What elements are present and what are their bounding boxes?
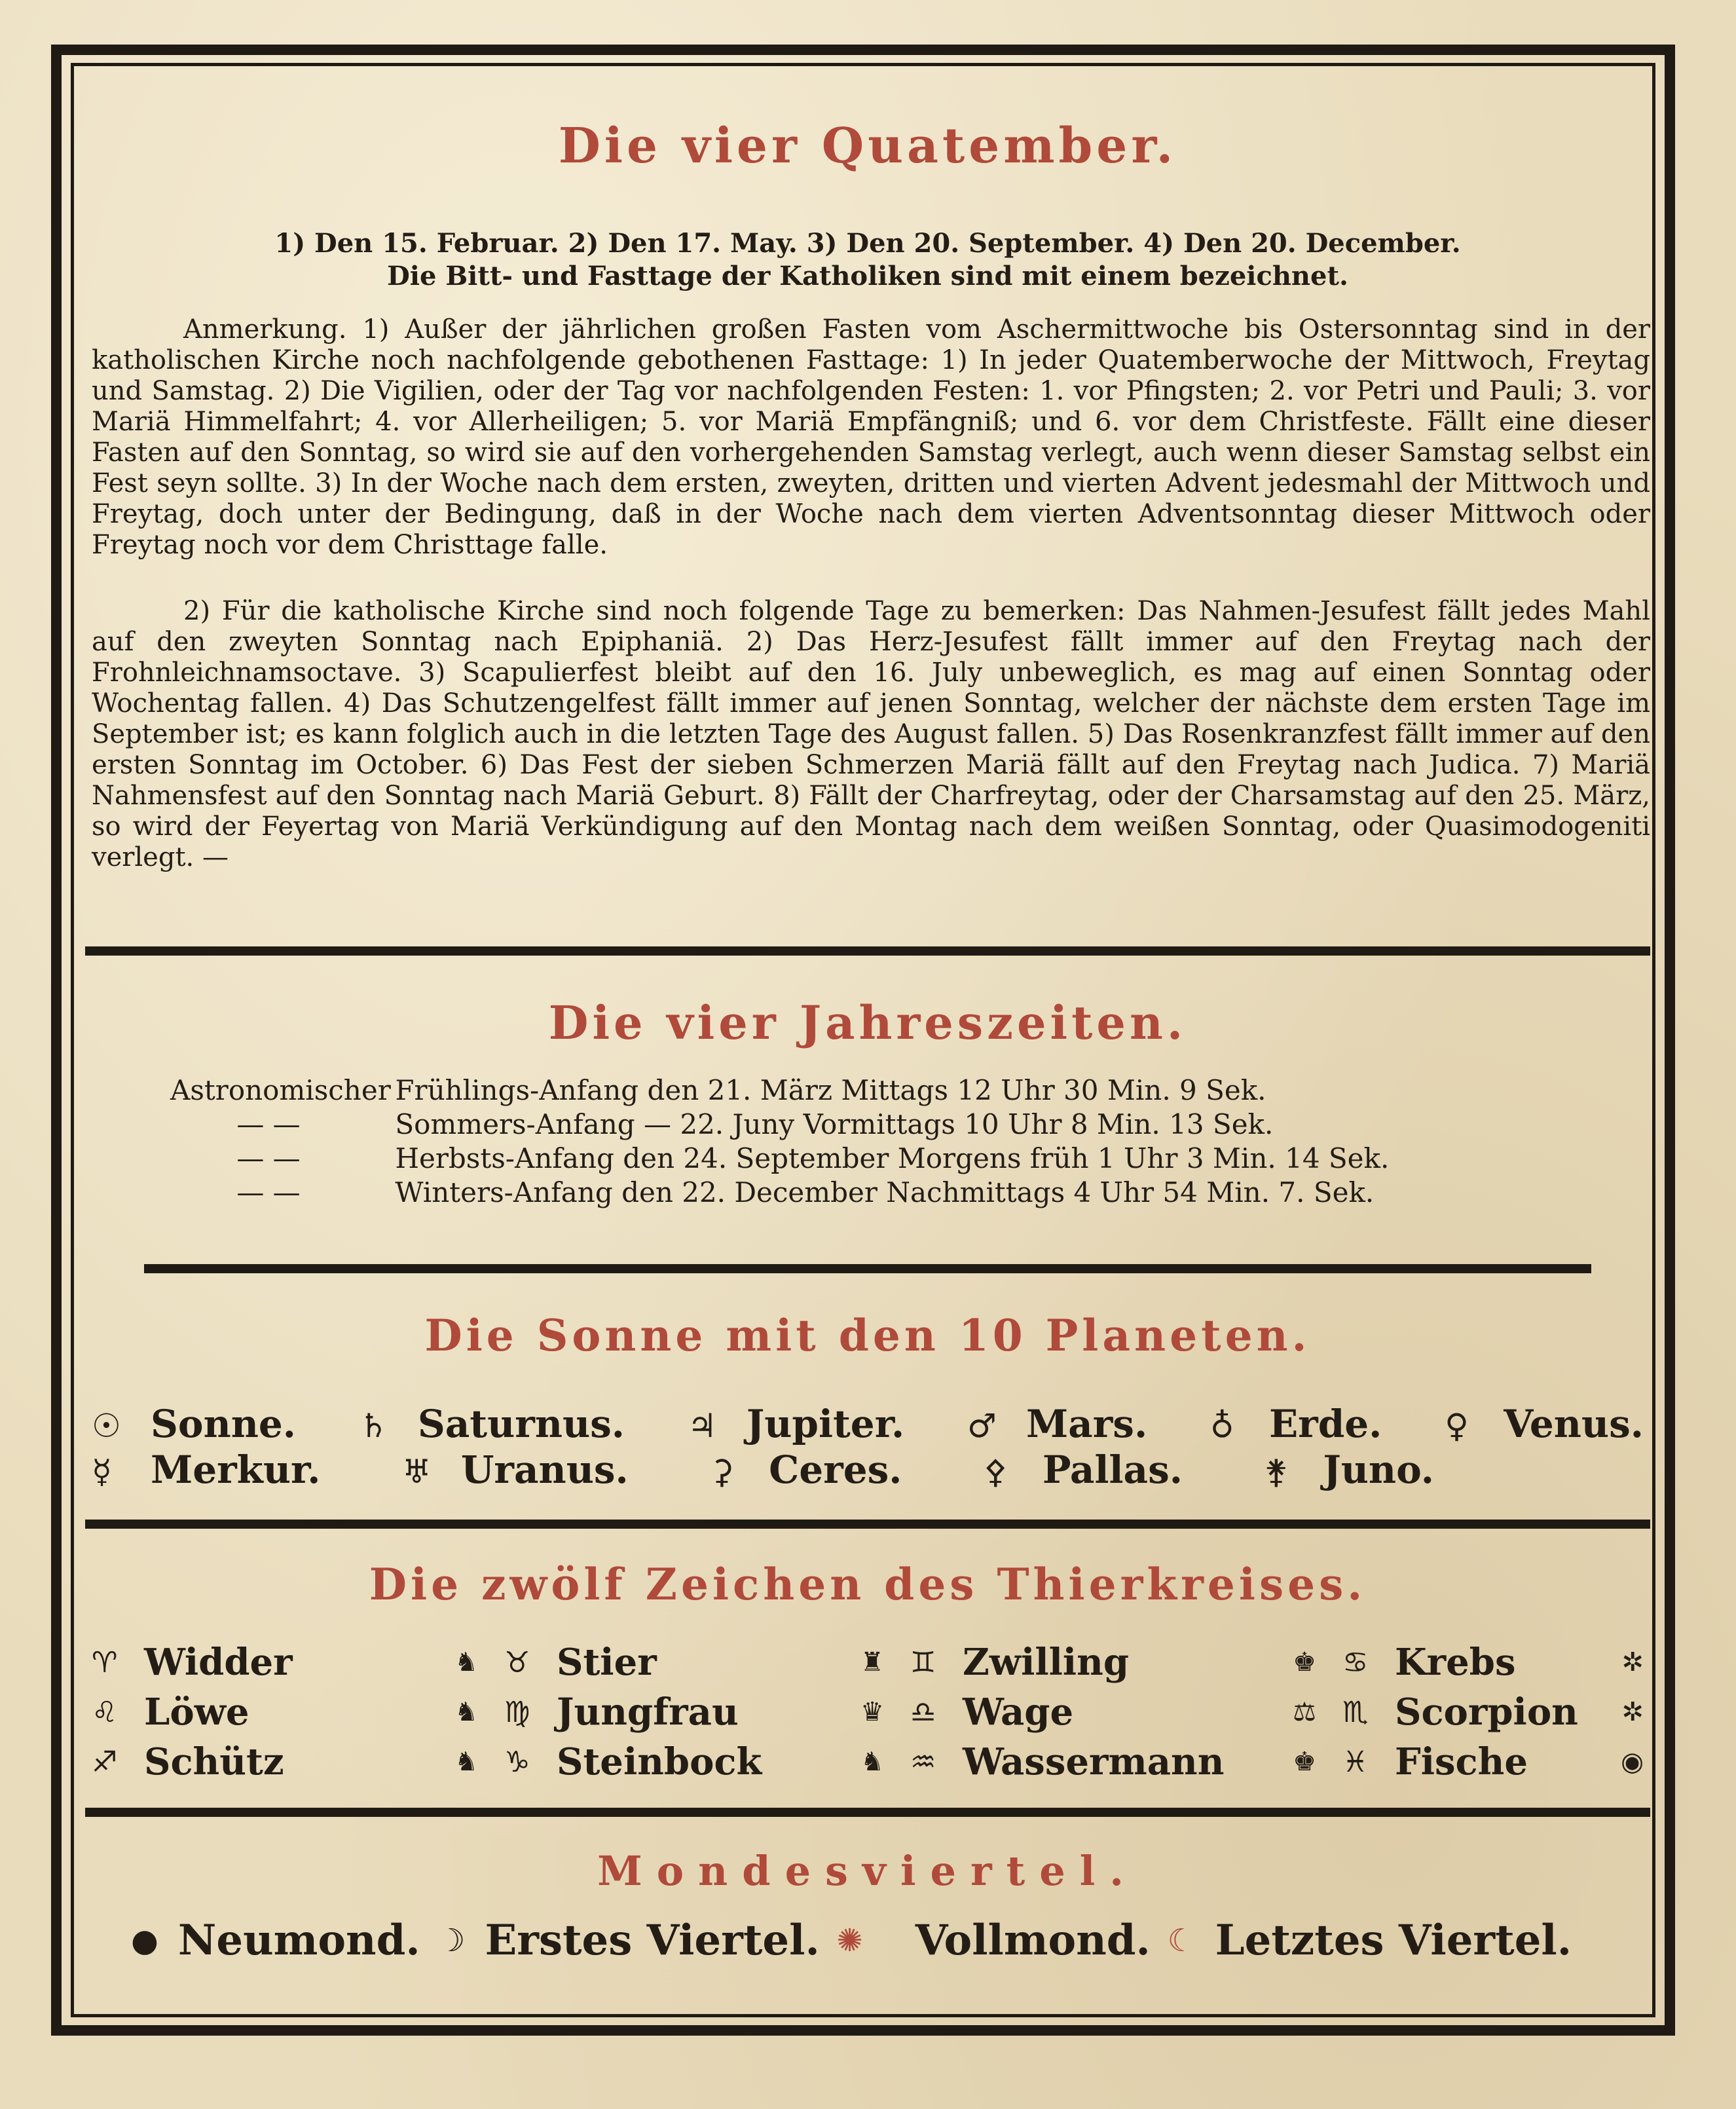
virgo-icon: ♍ [504, 1695, 530, 1729]
zodiac-grid [92, 1641, 1650, 1783]
zodiac-name: Jungfrau [557, 1690, 739, 1734]
mars-icon: ♂ [967, 1407, 997, 1445]
planet-venus [1445, 1402, 1644, 1446]
planet-juno [1264, 1447, 1434, 1492]
divider-1 [85, 946, 1650, 956]
anmerkung-paragraph-1: Anmerkung. 1) Außer der jährlichen großen Fasten vom Aschermittwoche bis Ostersonntag sind in der katholischen Kirche noch nachfolgende gebothenen Fasttage: 1) In jeder Quatemberwoche der Mittwoch, Freytag und Samstag. 2) Die Vigilien, oder der Tag vor nachfolgenden Festen: 1. vor Pfingsten; 2. vor Petri und Pauli; 3. vor Mariä Himmelfahrt; 4. vor Allerheiligen; 5. vor Mariä Empfängniß; und 6. vor dem Christfeste. Fällt eine dieser Fasten auf den Sonntag, so wird sie auf den vorhergehenden Samstag verlegt, auch wenn dieser Samstag selbst ein Fest seyn sollte. 3) In der Woche nach dem ersten, zweyten, dritten und vierten Advent jedesmahl der Mittwoch und Freytag, doch unter der Bedingung, daß in der Woche nach dem vierten Adventsonntag dieser Mittwoch oder Freytag noch vor dem Christtage falle. [92, 314, 1650, 560]
sagittarius-icon: ♐ [92, 1745, 118, 1779]
gemini-icon: ♊ [910, 1645, 936, 1679]
moon-title: Mondesviertel. [597, 1847, 1138, 1895]
maiden-figure-icon: ♛ [860, 1697, 884, 1727]
lion-figure-icon: ♞ [454, 1697, 478, 1727]
capricorn-icon: ♑ [504, 1745, 530, 1779]
planet-merkur [92, 1447, 320, 1492]
quatember-title: Die vier Quatember. [558, 118, 1177, 174]
planet-name: Mars. [1025, 1402, 1148, 1446]
divider-3 [85, 1520, 1650, 1529]
water-bearer-figure-icon: ♚ [1293, 1747, 1316, 1777]
season-text: Herbsts-Anfang den 24. September Morgens früh 1 Uhr 3 Min. 14 Sek. [395, 1142, 1390, 1174]
planet-jupiter [688, 1402, 904, 1446]
earth-icon: ♁ [1210, 1407, 1234, 1445]
planet-name: Saturnus. [417, 1402, 625, 1446]
page-content [85, 72, 1650, 2004]
cancer-icon: ♋ [1342, 1645, 1369, 1679]
planet-name: Pallas. [1042, 1447, 1183, 1492]
uranus-icon: ♅ [401, 1453, 432, 1491]
planets-row-2 [92, 1447, 1434, 1492]
season-text: Winters-Anfang den 22. December Nachmittags 4 Uhr 54 Min. 7. Sek. [395, 1176, 1375, 1208]
bull-figure-icon: ♜ [860, 1647, 884, 1677]
ram-figure-icon: ♞ [454, 1647, 478, 1677]
season-row [170, 1176, 1611, 1210]
zodiac-scorpion [1342, 1690, 1650, 1734]
zodiac-schuetz [92, 1740, 504, 1783]
seasons-table [170, 1074, 1611, 1210]
jupiter-icon: ♃ [687, 1407, 717, 1445]
pisces-icon: ♓ [1342, 1745, 1369, 1779]
season-row [170, 1142, 1611, 1176]
last-quarter-icon: ☾ [1167, 1922, 1196, 1959]
zodiac-name: Schütz [144, 1740, 284, 1783]
aries-icon: ♈ [92, 1645, 118, 1679]
planet-pallas [984, 1447, 1183, 1492]
season-row [170, 1108, 1611, 1142]
goat-figure-icon: ♞ [860, 1747, 884, 1777]
crab-figure-icon: ✲ [1621, 1647, 1644, 1677]
full-moon-icon: ✺ [836, 1922, 863, 1959]
twins-figure-icon: ♚ [1293, 1647, 1316, 1677]
zodiac-stier [504, 1641, 910, 1684]
planet-name: Merkur. [151, 1447, 321, 1492]
divider-2 [144, 1264, 1591, 1273]
planet-sonne [92, 1402, 296, 1446]
scorpio-icon: ♏ [1342, 1695, 1369, 1729]
season-prefix: — — [236, 1108, 301, 1140]
moon-neumond [131, 1916, 420, 1965]
zodiac-wassermann [910, 1740, 1342, 1783]
scorpion-figure-icon: ✲ [1621, 1697, 1644, 1727]
zodiac-name: Zwilling [963, 1641, 1130, 1684]
quatember-dates: 1) Den 15. Februar. 2) Den 17. May. 3) Den 20. September. 4) Den 20. December. [274, 228, 1461, 259]
planet-uranus [402, 1447, 629, 1492]
planet-name: Sonne. [151, 1402, 297, 1446]
season-text: Frühlings-Anfang den 21. März Mittags 12 Uhr 30 Min. 9 Sek. [395, 1074, 1266, 1106]
moon-phases-row [131, 1916, 1572, 1965]
taurus-icon: ♉ [504, 1645, 530, 1679]
divider-4 [85, 1808, 1650, 1817]
zodiac-name: Krebs [1395, 1641, 1516, 1684]
planet-name: Juno. [1323, 1447, 1434, 1492]
pallas-icon: ⚴ [983, 1453, 1008, 1491]
juno-icon: ⚵ [1264, 1453, 1288, 1491]
moon-name: Erstes Viertel. [485, 1916, 820, 1965]
season-prefix: Astronomischer [170, 1074, 391, 1106]
season-prefix: — — [236, 1142, 301, 1174]
zodiac-name: Löwe [144, 1690, 249, 1734]
zodiac-title: Die zwölf Zeichen des Thierkreises. [369, 1559, 1367, 1610]
scales-figure-icon: ⚖ [1293, 1697, 1316, 1727]
moon-name: Vollmond. [915, 1916, 1151, 1965]
mercury-icon: ☿ [92, 1453, 112, 1491]
zodiac-name: Fische [1395, 1740, 1528, 1783]
planet-ceres [710, 1447, 902, 1492]
moon-erstes-viertel [437, 1916, 819, 1965]
fish-figure-icon: ◉ [1621, 1747, 1644, 1777]
moon-letztes-viertel [1168, 1916, 1572, 1965]
planet-erde [1210, 1402, 1382, 1446]
archer-figure-icon: ♞ [454, 1747, 478, 1777]
zodiac-name: Wage [963, 1690, 1074, 1734]
planets-row-1 [92, 1402, 1644, 1446]
seasons-title: Die vier Jahreszeiten. [548, 996, 1187, 1050]
zodiac-name: Scorpion [1395, 1690, 1578, 1734]
zodiac-name: Wassermann [963, 1740, 1225, 1783]
planet-saturnus [359, 1402, 625, 1446]
zodiac-wage [910, 1690, 1342, 1734]
planet-name: Ceres. [769, 1447, 902, 1492]
season-text: Sommers-Anfang — 22. Juny Vormittags 10 Uhr 8 Min. 13 Sek. [395, 1108, 1274, 1140]
planet-name: Venus. [1504, 1402, 1644, 1446]
first-quarter-icon: ☽ [437, 1922, 466, 1959]
aquarius-icon: ♒ [910, 1745, 936, 1779]
saturn-icon: ♄ [358, 1407, 388, 1445]
planet-name: Erde. [1268, 1402, 1382, 1446]
zodiac-steinbock [504, 1740, 910, 1783]
zodiac-widder [92, 1641, 504, 1684]
sun-icon: ☉ [92, 1407, 121, 1445]
new-moon-icon: ● [131, 1922, 158, 1959]
moon-name: Letztes Viertel. [1215, 1916, 1572, 1965]
zodiac-name: Widder [144, 1641, 293, 1684]
planet-mars [967, 1402, 1147, 1446]
zodiac-name: Steinbock [557, 1740, 762, 1783]
anmerkung-paragraph-2: 2) Für die katholische Kirche sind noch folgende Tage zu bemerken: Das Nahmen-Jesufest fällt jedes Mahl auf den zweyten Sonntag nach Epiphaniä. 2) Das Herz-Jesufest fällt immer auf den Freytag nach der Frohnleichnamsoctave. 3) Scapulierfest bleibt auf den 16. July unbeweglich, es mag auf einen Sonntag oder Wochentag fallen. 4) Das Schutzengelfest fällt immer auf jenen Sonntag, welcher der nächste dem ersten Tage im September ist; es kann folglich auch in die letzten Tage des August fallen. 5) Das Rosenkranzfest fällt immer auf den ersten Sonntag im October. 6) Das Fest der sieben Schmerzen Mariä fällt auf den Freytag nach Judica. 7) Mariä Nahmensfest auf den Sonntag nach Mariä Geburt. 8) Fällt der Charfreytag, oder der Charsamstag auf den 25. März, so wird der Feyertag von Mariä Verkündigung auf den Montag nach dem weißen Sonntag, oder Quasimodogeniti verlegt. — [92, 596, 1650, 872]
planet-name: Jupiter. [746, 1402, 905, 1446]
zodiac-krebs [1342, 1641, 1650, 1684]
moon-vollmond [837, 1916, 1151, 1965]
moon-name: Neumond. [177, 1916, 420, 1965]
leo-icon: ♌ [92, 1695, 118, 1729]
ceres-icon: ⚳ [710, 1453, 734, 1491]
zodiac-zwilling [910, 1641, 1342, 1684]
venus-icon: ♀ [1445, 1407, 1469, 1445]
season-row [170, 1074, 1611, 1108]
zodiac-jungfrau [504, 1690, 910, 1734]
quatember-note: Die Bitt- und Fasttage der Katholiken sind mit einem bezeichnet. [387, 261, 1348, 291]
planet-name: Uranus. [460, 1447, 629, 1492]
libra-icon: ♎ [910, 1695, 936, 1729]
zodiac-fische [1342, 1740, 1650, 1783]
zodiac-name: Stier [557, 1641, 657, 1684]
zodiac-loewe [92, 1690, 504, 1734]
season-prefix: — — [236, 1176, 301, 1208]
planets-title: Die Sonne mit den 10 Planeten. [424, 1310, 1311, 1361]
